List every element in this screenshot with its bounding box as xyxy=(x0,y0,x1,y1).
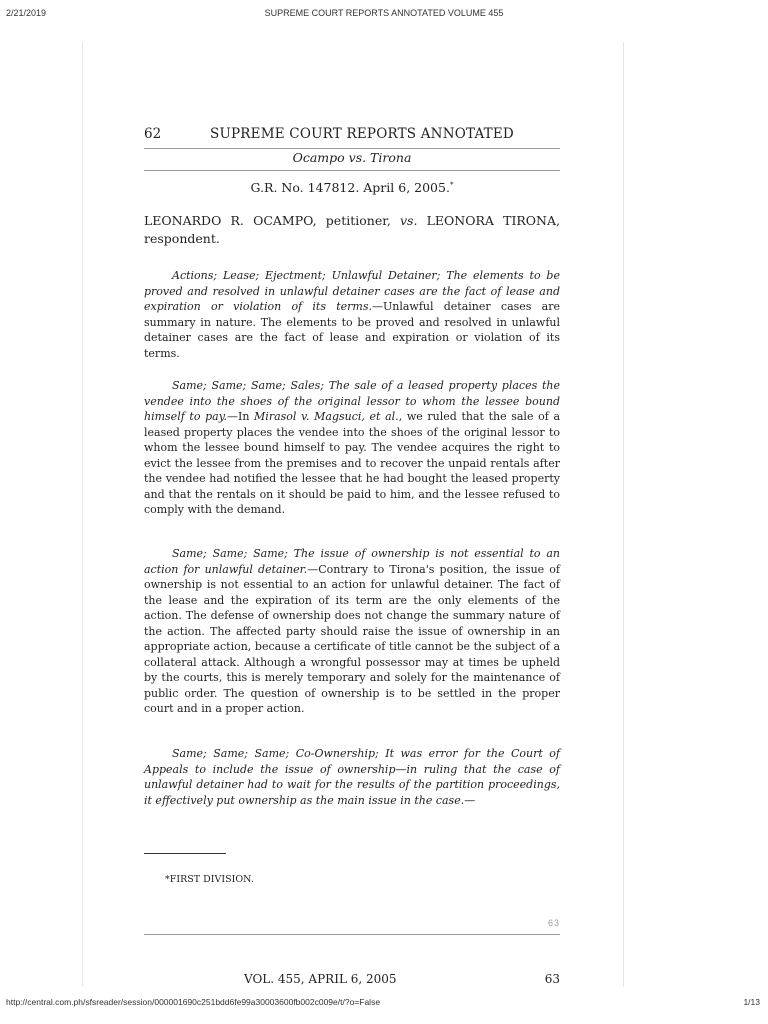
footnote: *FIRST DIVISION. xyxy=(165,874,254,885)
gr-number: G.R. No. 147812. April 6, 2005.* xyxy=(250,180,454,195)
case-caption: Ocampo vs. Tirona xyxy=(292,150,412,165)
syllabus-4: Same; Same; Same; Co-Ownership; It was error for the Court of Appeals to include the issue of ownership—in ruling that the case of unlawful detainer had to wait for the results of the partition proceedings, it effectively put ownership as the main issue in the case.— xyxy=(144,747,560,807)
footnote-rule xyxy=(144,853,226,854)
header-rule xyxy=(144,148,560,149)
page-number: 62 xyxy=(144,126,162,142)
syllabus-2: Same; Same; Same; Sales; The sale of a leased property places the vendee into the shoes of the original lessor to whom the lessee bound himself to pay.—In Mirasol v. Magsuci, et al., we ruled that the sale of a leased property places the vendee into the shoes of the original lessor to whom the lessee bound himself to pay. The vendee acquires the right to evict the lessee from the premises and to recover the unpaid rentals after the vendee had notified the lessee that he had bought the leased property and that the rentals on it should be paid to him, and the lessee refused to comply with the demand. xyxy=(144,379,561,516)
print-date: 2/21/2019 xyxy=(6,8,47,18)
print-page-count: 1/13 xyxy=(743,997,760,1007)
reporter-title: SUPREME COURT REPORTS ANNOTATED xyxy=(210,126,514,142)
syllabus-3: Same; Same; Same; The issue of ownership is not essential to an action for unlawful detainer.—Contrary to Tirona's position, the issue of ownership is not essential to an action for unlawful detainer. The fact of the lease and the expiration of its term are the only elements of the action. The defense of ownership does not change the summary nature of the action. The affected party should raise the issue of ownership in an appropriate action, because a certificate of title cannot be the subject of a collateral attack. Although a wrongful possessor may at times be upheld by the courts, this is merely temporary and solely for the maintenance of public order. The question of ownership is to be settled in the proper court and in a proper action. xyxy=(144,547,560,715)
footnote-marker: * xyxy=(449,180,454,189)
next-page-number: 63 xyxy=(544,972,560,986)
syllabus-1: Actions; Lease; Ejectment; Unlawful Detainer; The elements to be proved and resolved in unlawful detainer cases are the fact of lease and expiration or violation of its terms.—Unlawful detainer cases are summary in nature. The elements to be proved and resolved in unlawful detainer cases are the fact of lease and expiration or violation of its terms. xyxy=(144,269,560,360)
page-break-rule xyxy=(144,934,560,935)
parties: LEONARDO R. OCAMPO, petitioner, vs. LEONORA TIRONA, respondent. xyxy=(144,213,560,246)
print-url: http://central.com.ph/sfsreader/session/000001690c251bdd6fe99a30003600fb002c009e/t/?o=False xyxy=(6,997,381,1007)
continuation-page-number: 63 xyxy=(547,918,560,928)
caption-rule xyxy=(144,170,560,171)
volume-date: VOL. 455, APRIL 6, 2005 xyxy=(244,972,397,986)
print-title: SUPREME COURT REPORTS ANNOTATED VOLUME 455 xyxy=(264,8,504,18)
